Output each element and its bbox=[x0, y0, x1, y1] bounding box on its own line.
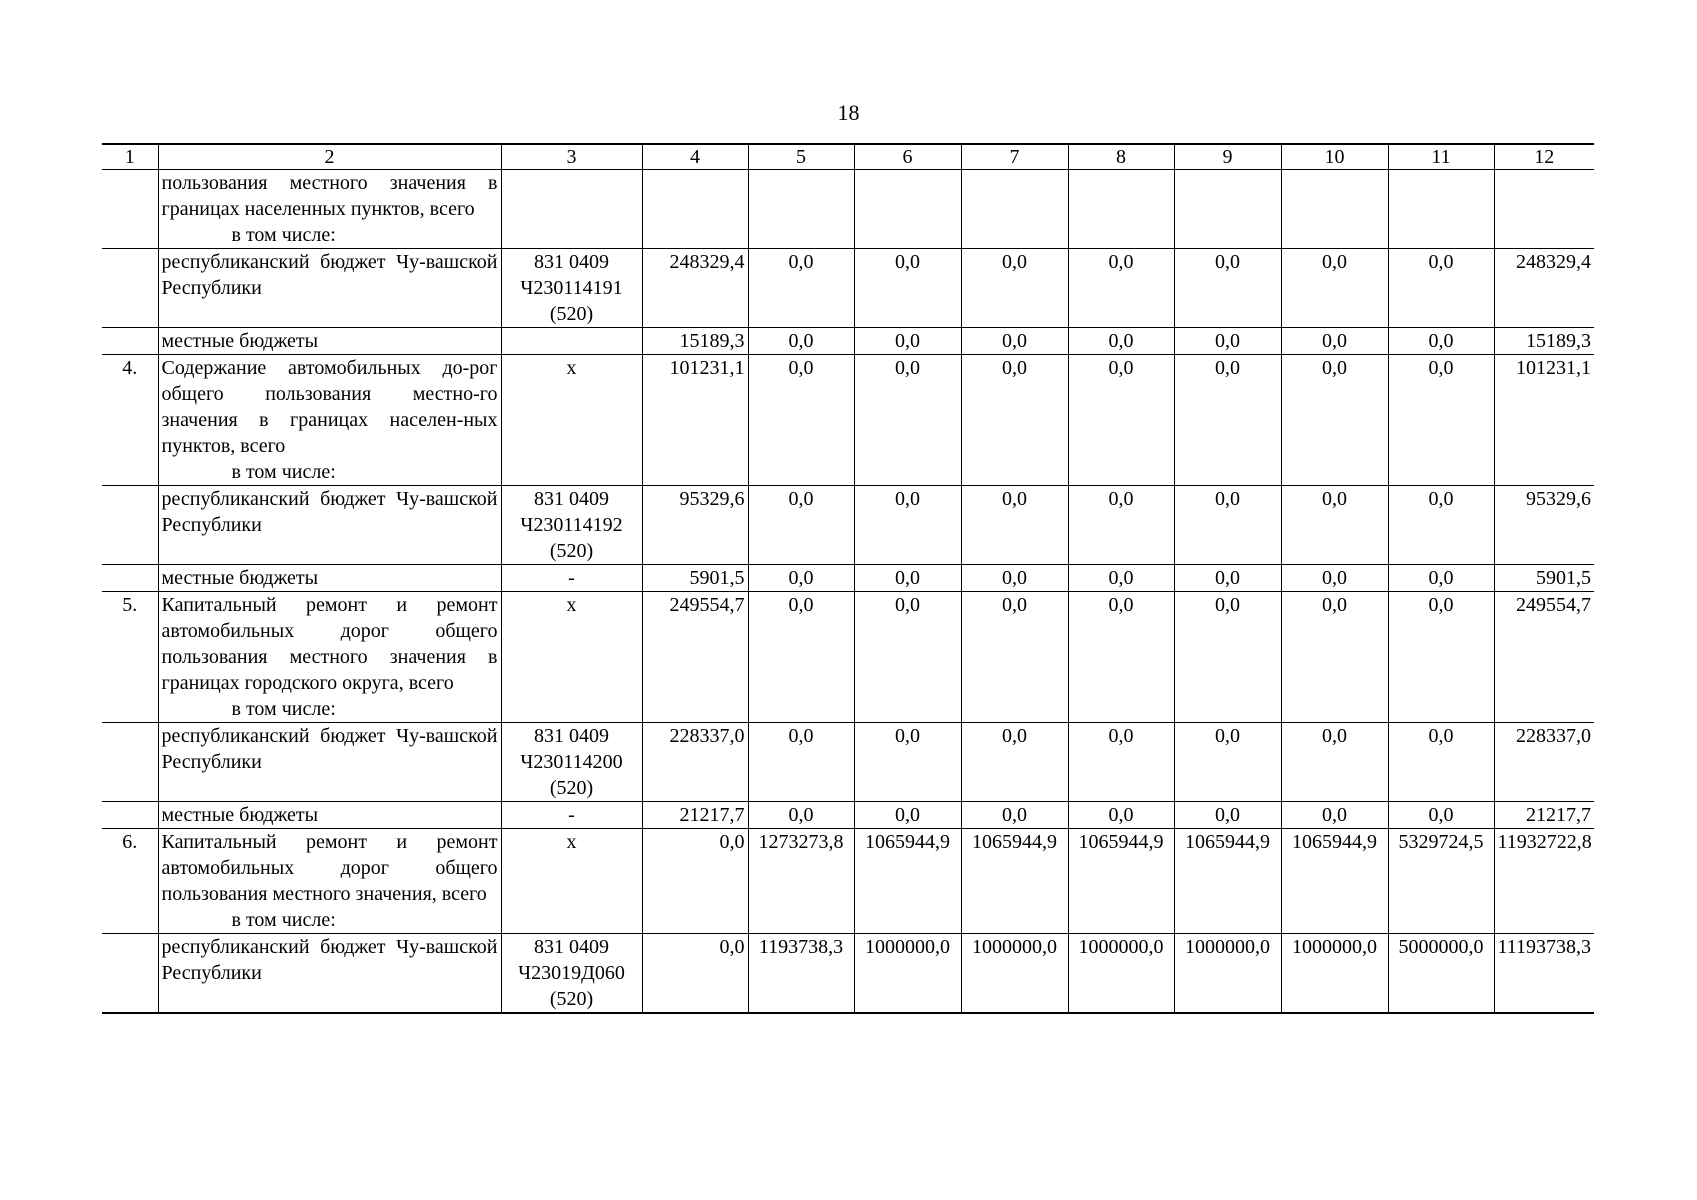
value-cell: 228337,0 bbox=[1494, 723, 1594, 802]
row-name: республиканский бюджет Чу-вашской Республики bbox=[161, 488, 498, 536]
budget-code-cell bbox=[501, 723, 642, 802]
value-cell: 0,0 bbox=[854, 486, 961, 565]
value-cell: 249554,7 bbox=[642, 592, 748, 723]
value-cell: 0,0 bbox=[1388, 565, 1494, 592]
value-cell: 5901,5 bbox=[1494, 565, 1594, 592]
value-cell: 0,0 bbox=[748, 249, 854, 328]
row-number: 4. bbox=[102, 355, 158, 486]
value-cell: 0,0 bbox=[961, 328, 1068, 355]
row-name-cell bbox=[158, 486, 501, 565]
value-cell: 0,0 bbox=[1281, 328, 1388, 355]
column-header: 2 bbox=[158, 144, 501, 170]
value-cell: 5901,5 bbox=[642, 565, 748, 592]
including-label: в том числе: bbox=[231, 224, 336, 246]
column-header: 12 bbox=[1494, 144, 1594, 170]
value-cell: 1000000,0 bbox=[961, 934, 1068, 1014]
value-cell bbox=[642, 170, 748, 249]
table-row bbox=[102, 249, 1594, 328]
value-cell: 11932722,8 bbox=[1494, 829, 1594, 934]
value-cell: 249554,7 bbox=[1494, 592, 1594, 723]
budget-code: х bbox=[566, 357, 577, 379]
row-name-cell bbox=[158, 355, 501, 486]
value-cell: 0,0 bbox=[1388, 328, 1494, 355]
value-cell: 0,0 bbox=[748, 328, 854, 355]
value-cell: 1000000,0 bbox=[854, 934, 961, 1014]
table-row bbox=[102, 170, 1594, 249]
value-cell: 0,0 bbox=[1281, 723, 1388, 802]
table-row bbox=[102, 592, 1594, 723]
row-name: местные бюджеты bbox=[161, 804, 319, 826]
value-cell: 0,0 bbox=[961, 565, 1068, 592]
value-cell: 1065944,9 bbox=[1281, 829, 1388, 934]
row-name-cell bbox=[158, 328, 501, 355]
value-cell: 0,0 bbox=[1388, 486, 1494, 565]
value-cell: 1273273,8 bbox=[748, 829, 854, 934]
budget-code-cell bbox=[501, 565, 642, 592]
value-cell: 21217,7 bbox=[1494, 802, 1594, 829]
value-cell bbox=[1174, 170, 1281, 249]
value-cell bbox=[1388, 170, 1494, 249]
value-cell: 0,0 bbox=[642, 934, 748, 1014]
budget-code: 831 0409 bbox=[534, 725, 609, 747]
value-cell: 0,0 bbox=[1281, 565, 1388, 592]
including-label: в том числе: bbox=[231, 909, 336, 931]
value-cell: 0,0 bbox=[854, 723, 961, 802]
budget-code: 831 0409 bbox=[534, 251, 609, 273]
value-cell: 0,0 bbox=[1068, 486, 1174, 565]
value-cell: 0,0 bbox=[748, 486, 854, 565]
value-cell: 0,0 bbox=[961, 802, 1068, 829]
row-name: Капитальный ремонт и ремонт автомобильных дорог общего пользования местного значения, всего bbox=[161, 831, 498, 905]
value-cell: 1000000,0 bbox=[1068, 934, 1174, 1014]
table-row bbox=[102, 355, 1594, 486]
budget-code-cell bbox=[501, 355, 642, 486]
row-number bbox=[102, 565, 158, 592]
value-cell: 0,0 bbox=[961, 723, 1068, 802]
value-cell: 0,0 bbox=[1281, 802, 1388, 829]
value-cell: 0,0 bbox=[1068, 802, 1174, 829]
row-number: 6. bbox=[102, 829, 158, 934]
value-cell: 0,0 bbox=[1174, 565, 1281, 592]
table-row bbox=[102, 486, 1594, 565]
value-cell bbox=[748, 170, 854, 249]
value-cell bbox=[1494, 170, 1594, 249]
value-cell: 0,0 bbox=[1174, 355, 1281, 486]
row-number bbox=[102, 802, 158, 829]
value-cell bbox=[1068, 170, 1174, 249]
column-header: 10 bbox=[1281, 144, 1388, 170]
value-cell: 0,0 bbox=[1388, 355, 1494, 486]
value-cell: 1193738,3 bbox=[748, 934, 854, 1014]
budget-code-cell bbox=[501, 592, 642, 723]
value-cell: 0,0 bbox=[1174, 328, 1281, 355]
row-number: 5. bbox=[102, 592, 158, 723]
value-cell: 0,0 bbox=[854, 565, 961, 592]
row-name: Содержание автомобильных до-рог общего пользования местно-го значения в границах населен-ных пунктов, всего bbox=[161, 357, 498, 457]
value-cell: 1000000,0 bbox=[1281, 934, 1388, 1014]
value-cell: 0,0 bbox=[1174, 249, 1281, 328]
value-cell: 95329,6 bbox=[642, 486, 748, 565]
value-cell: 0,0 bbox=[961, 355, 1068, 486]
table-body bbox=[102, 144, 1594, 1013]
budget-code: (520) bbox=[549, 540, 594, 562]
value-cell: 0,0 bbox=[961, 486, 1068, 565]
row-number bbox=[102, 249, 158, 328]
row-name-cell bbox=[158, 802, 501, 829]
row-name-cell bbox=[158, 829, 501, 934]
table-row bbox=[102, 328, 1594, 355]
value-cell: 0,0 bbox=[1281, 592, 1388, 723]
row-name: республиканский бюджет Чу-вашской Республики bbox=[161, 725, 498, 773]
column-header: 11 bbox=[1388, 144, 1494, 170]
value-cell: 0,0 bbox=[854, 802, 961, 829]
value-cell: 0,0 bbox=[961, 592, 1068, 723]
table-row bbox=[102, 829, 1594, 934]
value-cell: 15189,3 bbox=[642, 328, 748, 355]
budget-code-cell bbox=[501, 328, 642, 355]
row-name: пользования местного значения в границах населенных пунктов, всего bbox=[161, 172, 498, 220]
budget-code: (520) bbox=[549, 303, 594, 325]
row-name: республиканский бюджет Чу-вашской Республики bbox=[161, 936, 498, 984]
table-row bbox=[102, 723, 1594, 802]
row-name-cell bbox=[158, 565, 501, 592]
value-cell: 5329724,5 bbox=[1388, 829, 1494, 934]
value-cell: 0,0 bbox=[1281, 249, 1388, 328]
table-row bbox=[102, 934, 1594, 1014]
table-row bbox=[102, 802, 1594, 829]
row-name: местные бюджеты bbox=[161, 330, 319, 352]
value-cell: 0,0 bbox=[1068, 565, 1174, 592]
value-cell: 248329,4 bbox=[642, 249, 748, 328]
column-header: 4 bbox=[642, 144, 748, 170]
value-cell: 0,0 bbox=[1068, 592, 1174, 723]
column-header-row bbox=[102, 144, 1594, 170]
row-number bbox=[102, 723, 158, 802]
value-cell: 0,0 bbox=[854, 592, 961, 723]
value-cell: 1065944,9 bbox=[1068, 829, 1174, 934]
row-number bbox=[102, 486, 158, 565]
budget-code: Ч230114192 bbox=[520, 514, 623, 536]
budget-code: - bbox=[568, 804, 575, 826]
row-name: Капитальный ремонт и ремонт автомобильных дорог общего пользования местного значения в границах городского округа, всего bbox=[161, 594, 498, 694]
value-cell: 0,0 bbox=[854, 328, 961, 355]
value-cell: 0,0 bbox=[961, 249, 1068, 328]
column-header: 8 bbox=[1068, 144, 1174, 170]
value-cell: 1065944,9 bbox=[961, 829, 1068, 934]
budget-code: х bbox=[566, 831, 577, 853]
value-cell: 0,0 bbox=[748, 565, 854, 592]
budget-code-cell bbox=[501, 934, 642, 1014]
value-cell: 0,0 bbox=[1281, 486, 1388, 565]
row-name-cell bbox=[158, 592, 501, 723]
budget-code: 831 0409 bbox=[534, 936, 609, 958]
including-label: в том числе: bbox=[231, 461, 336, 483]
row-number bbox=[102, 934, 158, 1014]
value-cell: 0,0 bbox=[1174, 486, 1281, 565]
row-name-cell bbox=[158, 723, 501, 802]
value-cell: 0,0 bbox=[1281, 355, 1388, 486]
value-cell bbox=[854, 170, 961, 249]
budget-code: Ч230114191 bbox=[520, 277, 623, 299]
column-header: 9 bbox=[1174, 144, 1281, 170]
row-name-cell bbox=[158, 934, 501, 1014]
budget-code-cell bbox=[501, 486, 642, 565]
value-cell: 228337,0 bbox=[642, 723, 748, 802]
value-cell: 1065944,9 bbox=[854, 829, 961, 934]
row-name-cell bbox=[158, 249, 501, 328]
value-cell: 0,0 bbox=[1174, 802, 1281, 829]
budget-code: - bbox=[568, 567, 575, 589]
budget-code-cell bbox=[501, 829, 642, 934]
value-cell: 0,0 bbox=[1068, 249, 1174, 328]
page-number: 18 bbox=[837, 100, 860, 125]
budget-code: (520) bbox=[549, 777, 594, 799]
table-row bbox=[102, 565, 1594, 592]
column-header: 1 bbox=[102, 144, 158, 170]
value-cell bbox=[961, 170, 1068, 249]
value-cell: 0,0 bbox=[1388, 249, 1494, 328]
column-header: 7 bbox=[961, 144, 1068, 170]
value-cell: 21217,7 bbox=[642, 802, 748, 829]
value-cell: 0,0 bbox=[1388, 723, 1494, 802]
value-cell: 95329,6 bbox=[1494, 486, 1594, 565]
value-cell: 1000000,0 bbox=[1174, 934, 1281, 1014]
row-name-cell bbox=[158, 170, 501, 249]
value-cell: 0,0 bbox=[748, 723, 854, 802]
budget-code-cell bbox=[501, 170, 642, 249]
value-cell: 0,0 bbox=[1174, 592, 1281, 723]
value-cell: 5000000,0 bbox=[1388, 934, 1494, 1014]
budget-table bbox=[102, 143, 1594, 1014]
budget-code: х bbox=[566, 594, 577, 616]
value-cell: 0,0 bbox=[748, 592, 854, 723]
row-number bbox=[102, 328, 158, 355]
value-cell: 0,0 bbox=[854, 249, 961, 328]
value-cell: 1065944,9 bbox=[1174, 829, 1281, 934]
value-cell: 0,0 bbox=[748, 802, 854, 829]
column-header: 3 bbox=[501, 144, 642, 170]
value-cell: 0,0 bbox=[1388, 592, 1494, 723]
value-cell: 101231,1 bbox=[642, 355, 748, 486]
budget-code: Ч23019Д060 bbox=[518, 962, 625, 984]
budget-code-cell bbox=[501, 802, 642, 829]
value-cell: 15189,3 bbox=[1494, 328, 1594, 355]
including-label: в том числе: bbox=[231, 698, 336, 720]
row-number bbox=[102, 170, 158, 249]
value-cell: 11193738,3 bbox=[1494, 934, 1594, 1014]
budget-code: 831 0409 bbox=[534, 488, 609, 510]
value-cell: 101231,1 bbox=[1494, 355, 1594, 486]
value-cell: 0,0 bbox=[642, 829, 748, 934]
column-header: 6 bbox=[854, 144, 961, 170]
row-name: местные бюджеты bbox=[161, 567, 319, 589]
value-cell: 0,0 bbox=[854, 355, 961, 486]
value-cell bbox=[1281, 170, 1388, 249]
value-cell: 0,0 bbox=[748, 355, 854, 486]
budget-code-cell bbox=[501, 249, 642, 328]
row-name: республиканский бюджет Чу-вашской Республики bbox=[161, 251, 498, 299]
budget-code: (520) bbox=[549, 988, 594, 1010]
value-cell: 0,0 bbox=[1068, 355, 1174, 486]
value-cell: 248329,4 bbox=[1494, 249, 1594, 328]
value-cell: 0,0 bbox=[1068, 723, 1174, 802]
value-cell: 0,0 bbox=[1388, 802, 1494, 829]
column-header: 5 bbox=[748, 144, 854, 170]
budget-code: Ч230114200 bbox=[520, 751, 623, 773]
value-cell: 0,0 bbox=[1174, 723, 1281, 802]
value-cell: 0,0 bbox=[1068, 328, 1174, 355]
